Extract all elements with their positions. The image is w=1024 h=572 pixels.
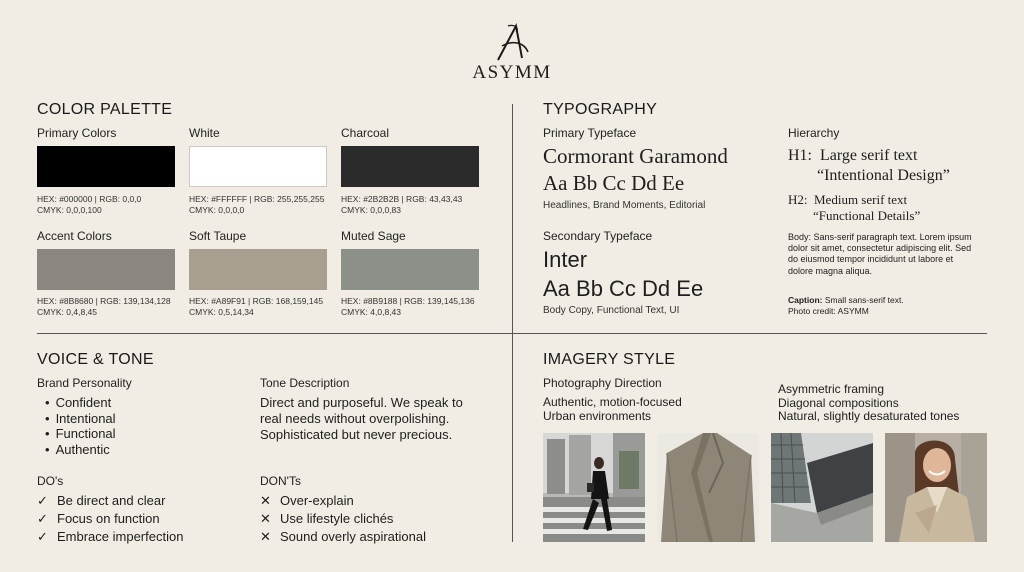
caption-bold-label: Caption: (788, 295, 823, 305)
tone-line: Sophisticated but never precious. (260, 427, 453, 442)
swatch-stone-hex: HEX: #8B8680 | RGB: 139,134,128 (37, 296, 171, 306)
swatch-name-white: White (189, 126, 220, 140)
swatch-white (189, 146, 327, 187)
swatch-charcoal-hex: HEX: #2B2B2B | RGB: 43,43,43 (341, 194, 463, 204)
personality-list (45, 395, 116, 457)
photo-woman-walking (543, 433, 645, 542)
h2-quote: “Functional Details” (813, 208, 921, 223)
typography-title: TYPOGRAPHY (543, 101, 658, 118)
dont-text: Use lifestyle clichés (280, 511, 394, 526)
swatch-charcoal (341, 146, 479, 187)
swatch-white-info (189, 194, 324, 216)
asymm-logo-icon (494, 22, 530, 62)
do-text: Focus on function (57, 511, 160, 526)
donts-list (260, 492, 426, 546)
donts-label: DON'Ts (260, 474, 301, 488)
check-icon: ✓ (37, 511, 48, 526)
body-text-example: Body: Sans-serif paragraph text. Lorem ipsum dolor sit amet, consectetur adipiscing elit. Sed do eiusmod tempor incididunt ut labore et dolore magna aliqua. (788, 232, 972, 276)
dont-text: Sound overly aspirational (280, 529, 426, 544)
imagery-notes-left (543, 396, 682, 423)
check-icon: ✓ (37, 529, 48, 544)
photo-credit: Photo credit: ASYMM (788, 306, 869, 316)
list-item (260, 528, 426, 546)
do-text: Be direct and clear (57, 493, 166, 508)
imagery-style-title: IMAGERY STYLE (543, 351, 676, 368)
secondary-typeface-name: Inter (543, 247, 588, 272)
swatch-black-info (37, 194, 141, 216)
dos-list (37, 492, 183, 546)
color-palette-title: COLOR PALETTE (37, 101, 173, 118)
h2-description: Medium serif text (814, 192, 908, 207)
imagery-note: Urban environments (543, 408, 652, 423)
swatch-charcoal-cmyk: CMYK: 0,0,0,83 (341, 205, 402, 215)
swatch-stone-cmyk: CMYK: 0,4,8,45 (37, 307, 98, 317)
imagery-note: Asymmetric framing (778, 382, 885, 396)
swatch-soft-taupe-info (189, 296, 323, 318)
vertical-divider (512, 104, 513, 542)
swatch-charcoal-info (341, 194, 462, 216)
swatch-black-hex: HEX: #000000 | RGB: 0,0,0 (37, 194, 142, 204)
voice-tone-title: VOICE & TONE (37, 351, 154, 368)
swatch-muted-sage-cmyk: CMYK: 4,0,8,43 (341, 307, 402, 317)
tone-line: real needs without overpolishing. (260, 411, 450, 426)
brand-personality-label: Brand Personality (37, 376, 132, 390)
swatch-muted-sage-hex: HEX: #8B9188 | RGB: 139,145,136 (341, 296, 475, 306)
swatch-stone (37, 249, 175, 290)
swatch-soft-taupe-cmyk: CMYK: 0,5,14,34 (189, 307, 254, 317)
h2-example (788, 192, 920, 224)
x-icon: ✕ (260, 529, 271, 544)
swatch-stone-info (37, 296, 171, 318)
brand-name: ASYMM (472, 62, 552, 83)
tone-line: Direct and purposeful. We speak to (260, 395, 463, 410)
imagery-note: Diagonal compositions (778, 395, 899, 410)
h2-tag: H2: (788, 192, 808, 207)
primary-typeface-use: Headlines, Brand Moments, Editorial (543, 200, 706, 211)
tone-description-label: Tone Description (260, 376, 350, 390)
h1-quote: “Intentional Design” (817, 167, 950, 184)
h1-example (788, 146, 950, 186)
photo-woman-trench-coat (885, 433, 987, 542)
hierarchy-label: Hierarchy (788, 126, 840, 140)
primary-typeface-name: Cormorant Garamond (543, 144, 728, 168)
swatch-name-soft-taupe: Soft Taupe (189, 229, 247, 243)
swatch-soft-taupe-hex: HEX: #A89F91 | RGB: 168,159,145 (189, 296, 324, 306)
h1-description: Large serif text (820, 147, 918, 164)
photo-blazer-detail (657, 433, 759, 542)
x-icon: ✕ (260, 511, 271, 526)
accent-colors-label: Accent Colors (37, 229, 112, 243)
secondary-typeface-sample: Aa Bb Cc Dd Ee (543, 276, 704, 301)
list-item: • Functional (45, 426, 116, 442)
list-item: • Confident (45, 395, 116, 411)
imagery-note: Natural, slightly desaturated tones (778, 409, 960, 423)
list-item (37, 528, 183, 546)
do-text: Embrace imperfection (57, 529, 184, 544)
list-item (37, 492, 183, 510)
x-icon: ✕ (260, 493, 271, 508)
swatch-muted-sage (341, 249, 479, 290)
primary-typeface-label: Primary Typeface (543, 126, 637, 140)
swatch-white-cmyk: CMYK: 0,0,0,0 (189, 205, 245, 215)
swatch-white-hex: HEX: #FFFFFF | RGB: 255,255,255 (189, 194, 325, 204)
swatch-name-muted-sage: Muted Sage (341, 229, 406, 243)
dont-text: Over-explain (280, 493, 354, 508)
h1-tag: H1: (788, 147, 812, 164)
primary-colors-label: Primary Colors (37, 126, 117, 140)
secondary-typeface-use: Body Copy, Functional Text, UI (543, 305, 680, 316)
check-icon: ✓ (37, 493, 48, 508)
caption-example (788, 295, 904, 317)
primary-typeface-sample: Aa Bb Cc Dd Ee (543, 171, 685, 195)
swatch-black (37, 146, 175, 187)
tone-description (260, 395, 463, 443)
imagery-note: Authentic, motion-focused (543, 395, 682, 409)
swatch-soft-taupe (189, 249, 327, 290)
list-item (260, 492, 426, 510)
list-item: • Authentic (45, 442, 116, 458)
swatch-name-charcoal: Charcoal (341, 126, 390, 140)
list-item (37, 510, 183, 528)
horizontal-divider (37, 333, 987, 334)
dos-label: DO's (37, 474, 64, 488)
caption-text: Small sans-serif text. (822, 295, 904, 305)
imagery-notes-right (778, 383, 959, 424)
photography-direction-label: Photography Direction (543, 376, 662, 390)
swatch-black-cmyk: CMYK: 0,0,0,100 (37, 205, 102, 215)
list-item: • Intentional (45, 411, 116, 427)
swatch-muted-sage-info (341, 296, 475, 318)
list-item (260, 510, 426, 528)
secondary-typeface-label: Secondary Typeface (543, 229, 653, 243)
photo-concrete-architecture (771, 433, 873, 542)
